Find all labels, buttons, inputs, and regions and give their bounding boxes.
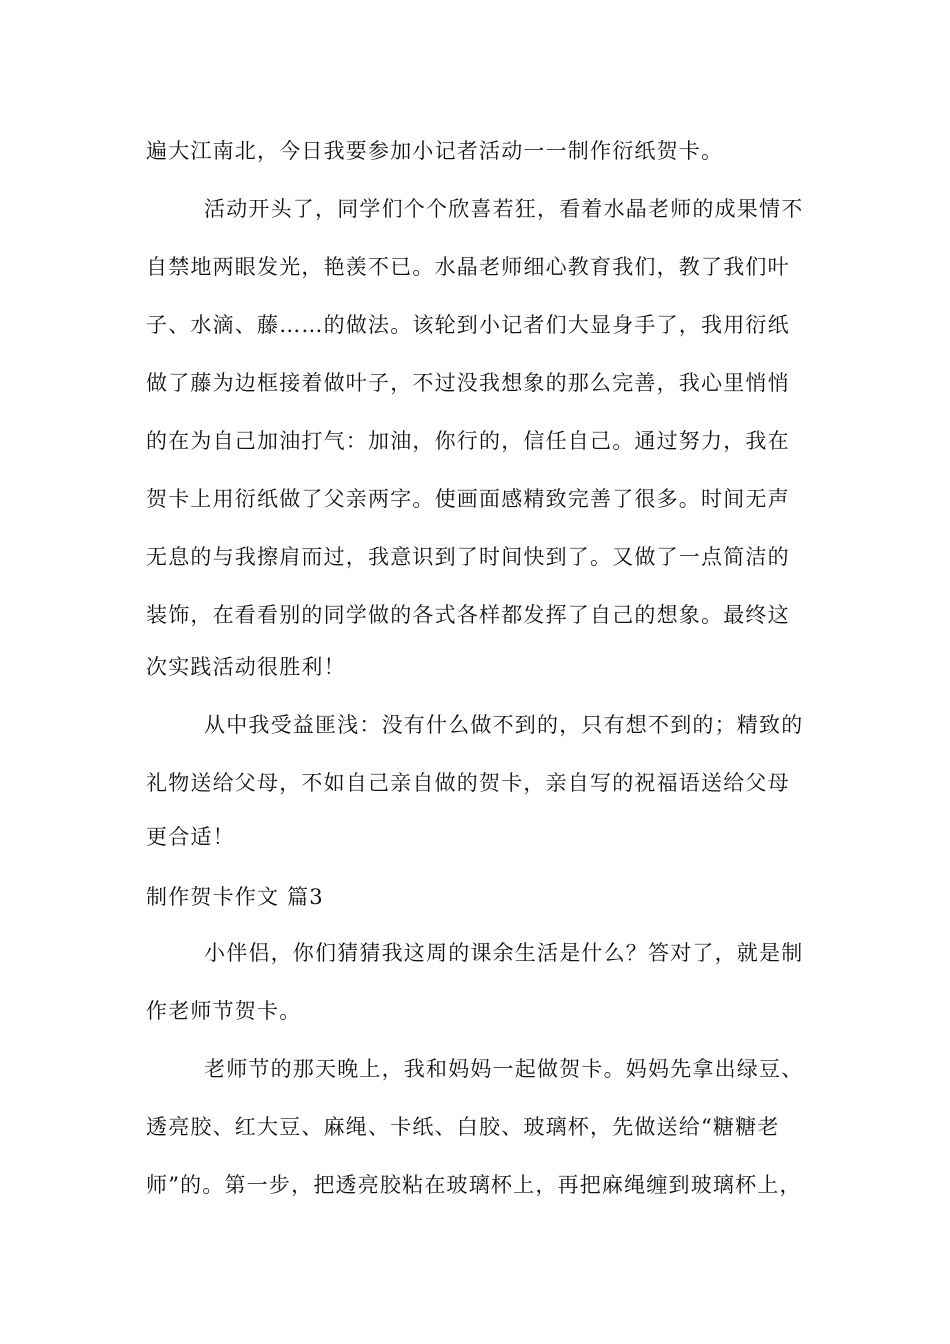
paragraph-line: 自禁地两眼发光，艳羡不已。水晶老师细心教育我们，教了我们叶 (146, 255, 790, 279)
paragraph-line: 无息的与我擦肩而过，我意识到了时间快到了。又做了一点简洁的 (146, 545, 790, 569)
paragraph-line: 装饰，在看看别的同学做的各式各样都发挥了自己的想象。最终这 (146, 603, 790, 627)
paragraph-line: 老师节的那天晚上，我和妈妈一起做贺卡。妈妈先拿出绿豆、 (204, 1057, 804, 1081)
paragraph-line: 做了藤为边框接着做叶子，不过没我想象的那么完善，我心里悄悄 (146, 371, 790, 395)
paragraph-line: 从中我受益匪浅：没有什么做不到的，只有想不到的；精致的 (204, 713, 804, 737)
paragraph-line: 透亮胶、红大豆、麻绳、卡纸、白胶、玻璃杯，先做送给“糖糖老 (146, 1115, 780, 1139)
paragraph-line: 子、水滴、藤……的做法。该轮到小记者们大显身手了，我用衍纸 (146, 313, 790, 337)
paragraph-line: 师”的。第一步，把透亮胶粘在玻璃杯上，再把麻绳缠到玻璃杯上， (146, 1173, 802, 1197)
paragraph-line: 次实践活动很胜利！ (146, 655, 346, 679)
paragraph-line: 作老师节贺卡。 (146, 999, 302, 1023)
paragraph-line: 更合适！ (146, 825, 235, 849)
paragraph-line: 的在为自己加油打气：加油，你行的，信任自己。通过努力，我在 (146, 429, 790, 453)
section-heading: 制作贺卡作文 篇3 (146, 885, 324, 909)
paragraph-line: 贺卡上用衍纸做了父亲两字。使画面感精致完善了很多。时间无声 (146, 487, 790, 511)
paragraph-line: 礼物送给父母，不如自己亲自做的贺卡，亲自写的祝福语送给父母 (146, 771, 790, 795)
paragraph-line: 遍大江南北，今日我要参加小记者活动一一制作衍纸贺卡。 (146, 139, 724, 163)
paragraph-line: 活动开头了，同学们个个欣喜若狂，看着水晶老师的成果情不 (204, 197, 804, 221)
paragraph-line: 小伴侣，你们猜猜我这周的课余生活是什么？答对了，就是制 (204, 941, 804, 965)
